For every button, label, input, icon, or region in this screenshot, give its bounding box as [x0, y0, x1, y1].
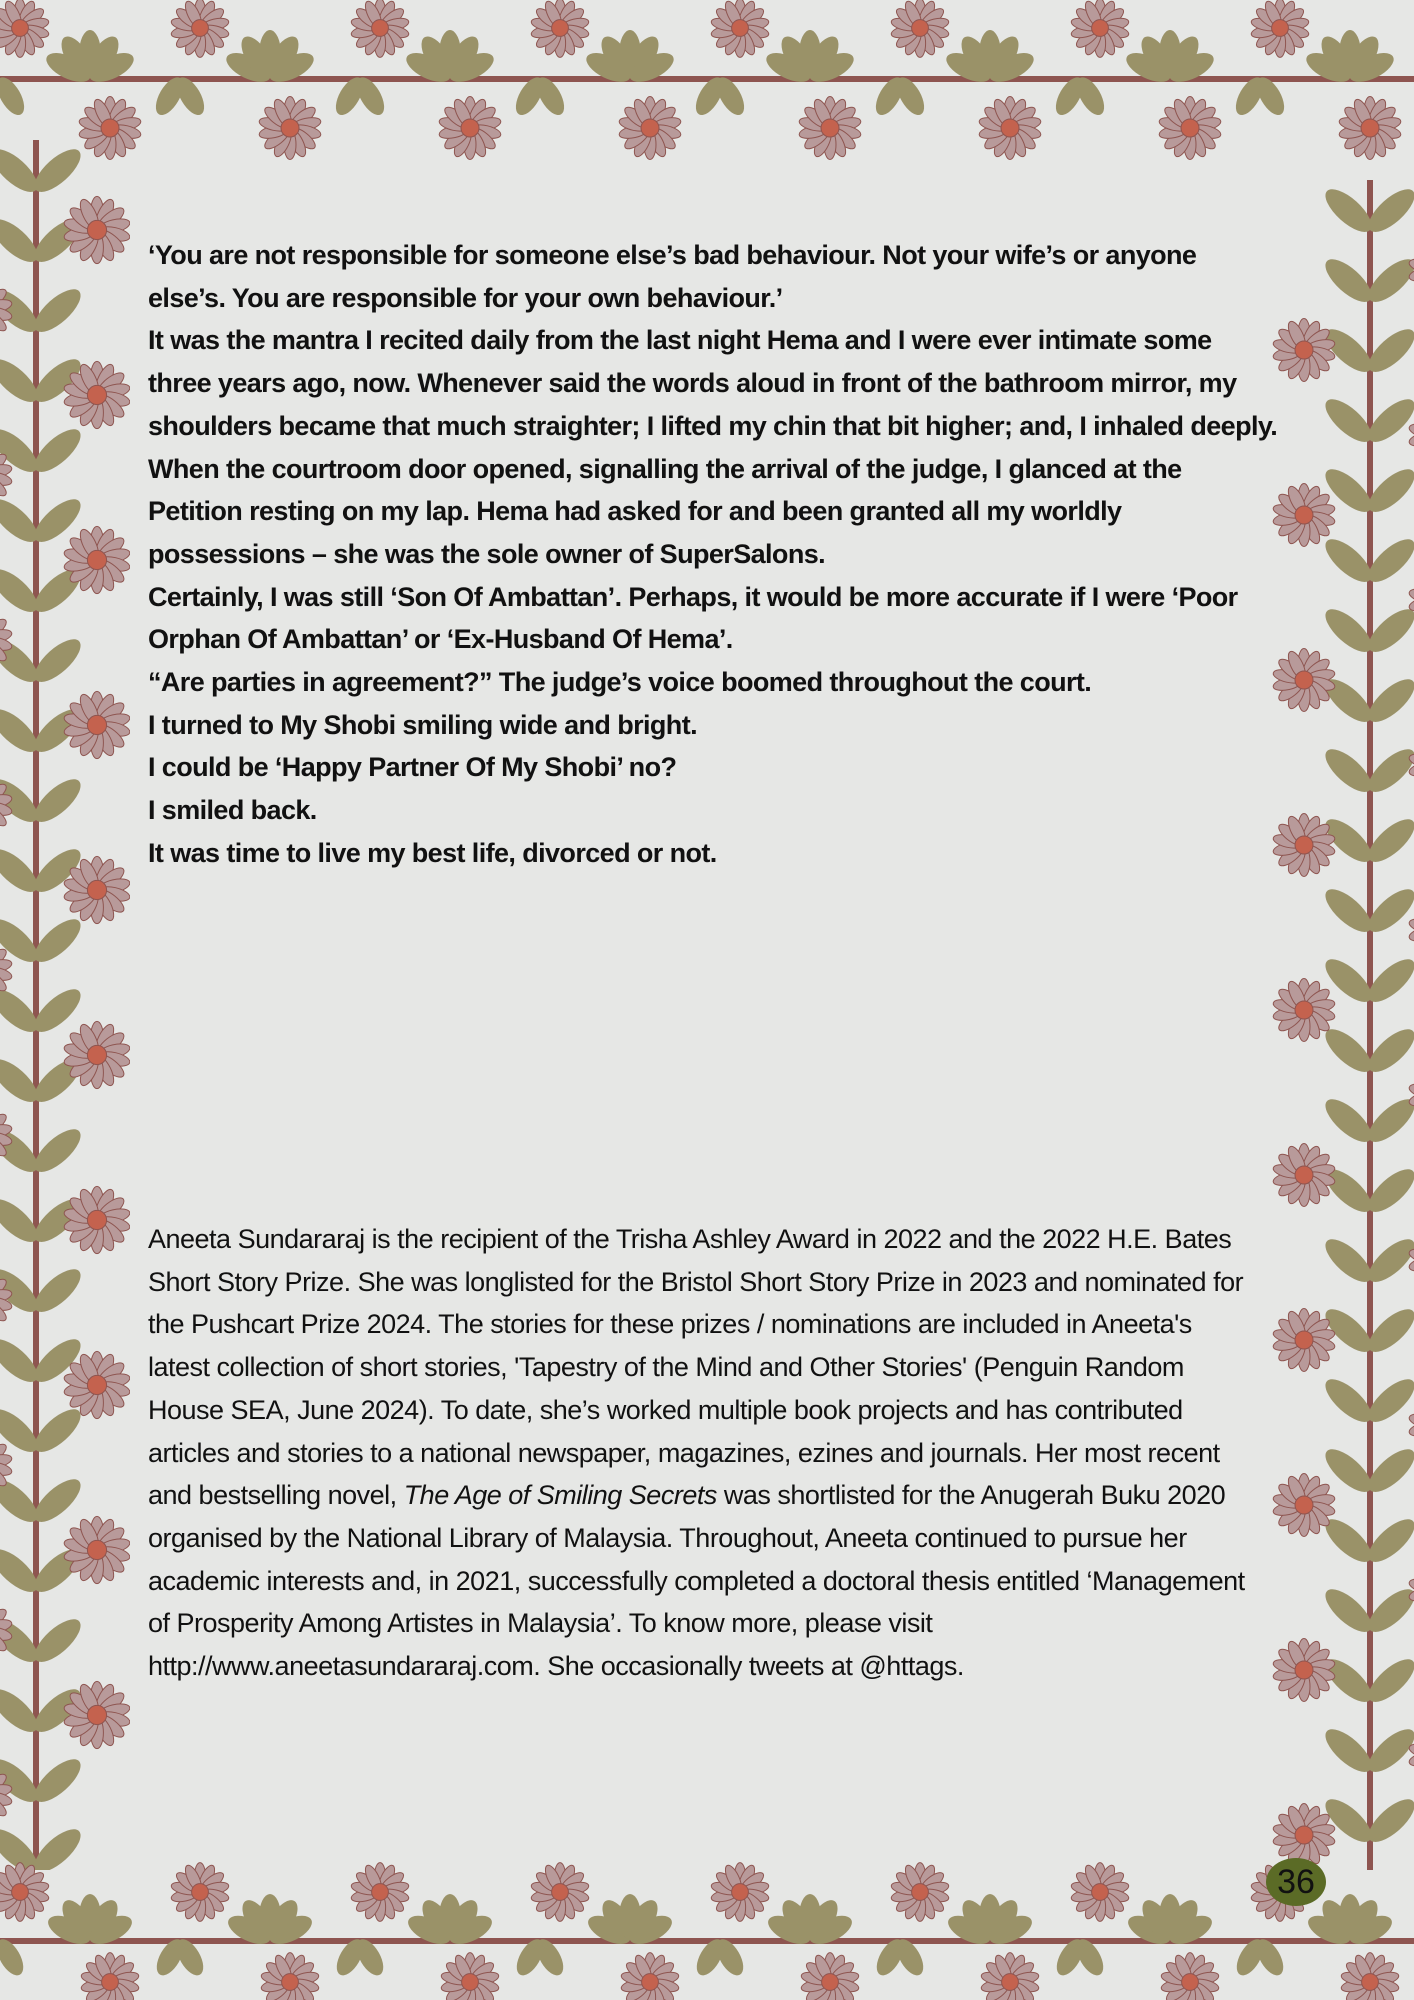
flower-icon: [1070, 0, 1130, 57]
flower-icon: [170, 0, 230, 57]
author-bio: [148, 1218, 1258, 1688]
flower-icon: [980, 1953, 1040, 2000]
flower-icon: [1158, 97, 1222, 160]
story-paragraph: When the courtroom door opened, signalling the arrival of the judge, I glanced at the Petition resting on my lap. Hema had asked for and been granted all my worldly possessions – she was the sole owner of SuperSalons.: [148, 453, 1182, 569]
flower-icon: [63, 1516, 130, 1583]
page-number-badge: [1266, 1858, 1326, 1906]
flower-icon: [618, 97, 682, 160]
floral-border-bottom: [0, 1858, 1414, 2000]
flower-icon: [890, 0, 950, 57]
flower-icon: [63, 1186, 130, 1253]
page-number: 36: [1277, 1862, 1315, 1901]
flower-icon: [438, 97, 502, 160]
story-paragraph: I turned to My Shobi smiling wide and bright.: [148, 709, 697, 740]
flower-icon: [620, 1953, 680, 2000]
flower-icon: [1340, 1953, 1400, 2000]
flower-icon: [260, 1953, 320, 2000]
flower-icon: [798, 97, 862, 160]
flower-icon: [1070, 1863, 1130, 1922]
flower-icon: [1338, 97, 1402, 160]
floral-border-left: [0, 140, 130, 1870]
flower-icon: [978, 97, 1042, 160]
flower-icon: [80, 1953, 140, 2000]
flower-icon: [0, 0, 50, 57]
flower-icon: [890, 1863, 950, 1922]
flower-icon: [1272, 319, 1336, 382]
flower-icon: [710, 1863, 770, 1922]
bio-text-start: Aneeta Sundararaj is the recipient of the Trisha Ashley Award in 2022 and the 2022 H.E. Bates Short Story Prize. She was longlisted for the Bristol Short Story Prize in 2023 and nominated for the Pushcart Prize 2024. The stories for these prizes / nominations are included in Aneeta's latest collection of short stories, 'Tapestry of the Mind and Other Stories' (Penguin Random House SEA, June 2024). To date, she’s worked multiple book projects and has contributed articles and stories to a national newspaper, magazines, ezines and journals. Her most recent and bestselling novel,: [148, 1224, 1244, 1511]
story-paragraph: Certainly, I was still ‘Son Of Ambattan’. Perhaps, it would be more accurate if I were ‘Poor Orphan Of Ambattan’ or ‘Ex-Husband Of Hema’.: [148, 581, 1238, 655]
story-paragraph: It was the mantra I recited daily from the last night Hema and I were ever intimate some three years ago, now. Whenever said the words aloud in front of the bathroom mirror, my shoulders became that much straighter; I lifted my chin that bit higher; and, I inhaled deeply.: [148, 325, 1278, 441]
story-text: [148, 234, 1278, 875]
flower-icon: [258, 97, 322, 160]
story-paragraph: ‘You are not responsible for someone else’s bad behaviour. Not your wife’s or anyone else’s. You are responsible for your own behaviour.’: [148, 240, 1197, 313]
author-bio-paragraph: [148, 1218, 1258, 1688]
flower-icon: [1160, 1953, 1220, 2000]
floral-border-top: [0, 0, 1414, 178]
novel-title: The Age of Smiling Secrets: [403, 1480, 717, 1511]
flower-icon: [63, 196, 130, 263]
floral-border-right: [1262, 180, 1414, 1870]
flower-icon: [1272, 1144, 1336, 1207]
story-paragraph: It was time to live my best life, divorced or not.: [148, 837, 717, 868]
story-paragraph: I could be ‘Happy Partner Of My Shobi’ no?: [148, 752, 677, 783]
flower-icon: [63, 691, 130, 758]
flower-icon: [440, 1953, 500, 2000]
flower-icon: [350, 0, 410, 57]
flower-icon: [1250, 0, 1310, 57]
flower-icon: [530, 0, 590, 57]
flower-icon: [530, 1863, 590, 1922]
flower-icon: [0, 1863, 50, 1922]
bio-text-end: was shortlisted for the Anugerah Buku 2020 organised by the National Library of Malaysia. Throughout, Aneeta continued to pursue her academic interests and, in 2021, successfully completed a doctoral thesis entitled ‘Management of Prosperity Among Artistes in Malaysia’. To know more, please visit http://www.aneetasundararaj.com. She occasionally tweets at @httags.: [148, 1480, 1245, 1682]
flower-icon: [170, 1863, 230, 1922]
flower-icon: [350, 1863, 410, 1922]
story-paragraph: I smiled back.: [148, 795, 317, 826]
story-paragraph: “Are parties in agreement?” The judge’s voice boomed throughout the court.: [148, 667, 1092, 698]
flower-icon: [1272, 649, 1336, 712]
flower-icon: [800, 1953, 860, 2000]
flower-icon: [710, 0, 770, 57]
flower-icon: [1408, 1226, 1414, 1293]
flower-icon: [1272, 484, 1336, 547]
flower-icon: [1272, 1639, 1336, 1702]
flower-icon: [1408, 1391, 1414, 1458]
